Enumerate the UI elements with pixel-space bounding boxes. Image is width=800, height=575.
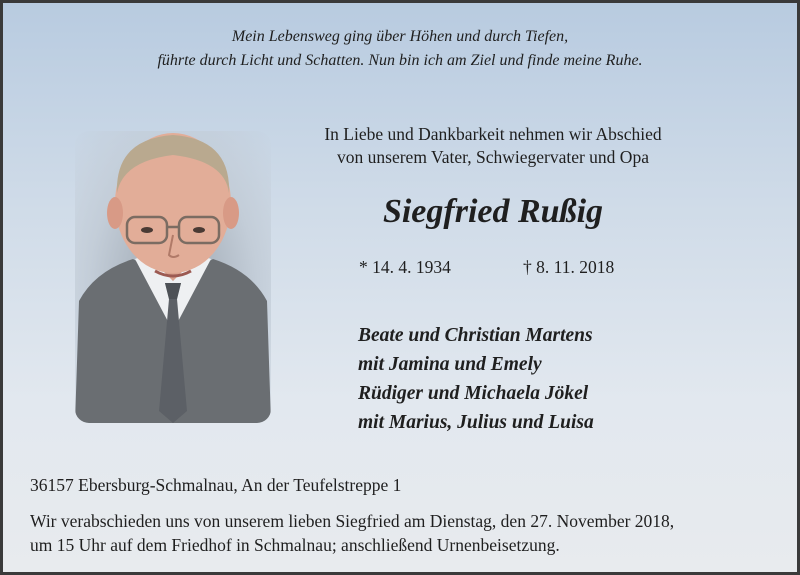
obituary-card — [3, 3, 797, 572]
address: 36157 Ebersburg-Schmalnau, An der Teufelstreppe 1 — [30, 475, 402, 495]
intro-text — [273, 123, 713, 169]
deceased-name: Siegfried Rußig — [382, 193, 604, 230]
verse-line-1: Mein Lebensweg ging über Höhen und durch Tiefen, — [231, 28, 569, 45]
funeral-line-2: um 15 Uhr auf dem Friedhof in Schmalnau; anschließend Urnenbeisetzung. — [30, 535, 560, 555]
family-line: Beate und Christian Martens — [358, 325, 593, 346]
family-line: mit Marius, Julius und Luisa — [358, 412, 594, 433]
family-line: Rüdiger und Michaela Jökel — [358, 383, 589, 404]
portrait-illustration — [75, 131, 271, 423]
intro-line-1: In Liebe und Dankbarkeit nehmen wir Abschied — [324, 124, 662, 144]
intro-line-2: von unserem Vater, Schwiegervater und Opa — [337, 147, 649, 167]
funeral-notice — [30, 509, 790, 557]
death-date: † 8. 11. 2018 — [523, 257, 615, 277]
verse-line-2: führte durch Licht und Schatten. Nun bin ich am Ziel und finde meine Ruhe. — [157, 52, 643, 69]
verse — [3, 25, 797, 73]
portrait-photo — [75, 131, 271, 423]
birth-date: * 14. 4. 1934 — [359, 257, 451, 277]
funeral-line-1: Wir verabschieden uns von unserem lieben Siegfried am Dienstag, den 27. November 2018, — [30, 511, 675, 531]
family-list — [358, 321, 594, 437]
family-line: mit Jamina und Emely — [358, 354, 542, 375]
